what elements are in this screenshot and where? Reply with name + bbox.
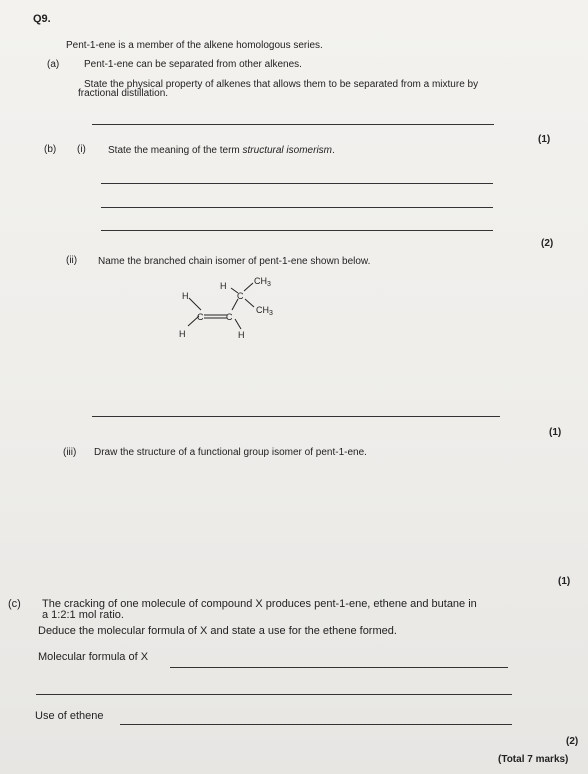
part-b-iii-label: (iii)	[63, 447, 77, 458]
part-c-text-line3: Deduce the molecular formula of X and state a use for the ethene formed.	[38, 625, 397, 637]
part-b-i-label: (i)	[77, 144, 86, 155]
answer-line-use	[120, 724, 512, 725]
part-b-i-text: State the meaning of the term structural isomerism.	[108, 145, 335, 156]
part-a-prompt-line1: State the physical property of alkenes that allows them to be separated from a mixture by	[84, 79, 479, 90]
atom-ch3-top: $CH_3$	[254, 276, 271, 288]
total-marks: (Total 7 marks)	[498, 754, 569, 765]
formula-label: Molecular formula of X	[38, 651, 149, 663]
intro-text: Pent-1-ene is a member of the alkene homologous series.	[66, 40, 323, 51]
molecule-structure	[170, 272, 280, 342]
answer-line-c-extra	[36, 694, 512, 695]
part-a-prompt-line2: fractional distillation.	[78, 88, 169, 99]
use-label: Use of ethene	[35, 710, 104, 722]
atom-h-bottom: H	[238, 330, 245, 340]
answer-line-b-i-3	[101, 230, 493, 231]
part-b-ii-text: Name the branched chain isomer of pent-1-ene shown below.	[98, 256, 371, 267]
atom-h-left-top: H	[182, 291, 189, 301]
atom-ch3-right: $CH_3$	[256, 305, 273, 317]
answer-line-a	[92, 124, 494, 125]
part-b-ii-label: (ii)	[66, 255, 78, 266]
atom-c-right: C	[226, 312, 233, 322]
part-b-iii-text: Draw the structure of a functional group isomer of pent-1-ene.	[94, 447, 367, 458]
atom-c-branch: C	[237, 291, 244, 301]
part-a-marks: (1)	[538, 134, 551, 145]
atom-h-left-bottom: H	[179, 329, 186, 339]
question-number: Q9.	[33, 13, 51, 25]
part-b-label: (b)	[44, 144, 57, 155]
answer-line-b-i-2	[101, 207, 493, 208]
part-c-marks: (2)	[566, 736, 579, 747]
atom-h-top: H	[220, 281, 227, 291]
part-b-i-marks: (2)	[541, 238, 554, 249]
part-a-label: (a)	[47, 59, 60, 70]
part-b-ii-marks: (1)	[549, 427, 562, 438]
part-a-text: Pent-1-ene can be separated from other alkenes.	[84, 59, 302, 70]
part-c-text-line2: a 1:2:1 mol ratio.	[42, 609, 124, 621]
part-c-text-line1: The cracking of one molecule of compound X produces pent-1-ene, ethene and butane in	[42, 598, 477, 610]
part-b-iii-marks: (1)	[558, 576, 571, 587]
part-c-label: (c)	[8, 598, 21, 610]
answer-line-formula	[170, 667, 508, 668]
atom-c-left: C	[197, 312, 204, 322]
answer-line-b-i-1	[101, 183, 493, 184]
answer-line-b-ii	[92, 416, 500, 417]
